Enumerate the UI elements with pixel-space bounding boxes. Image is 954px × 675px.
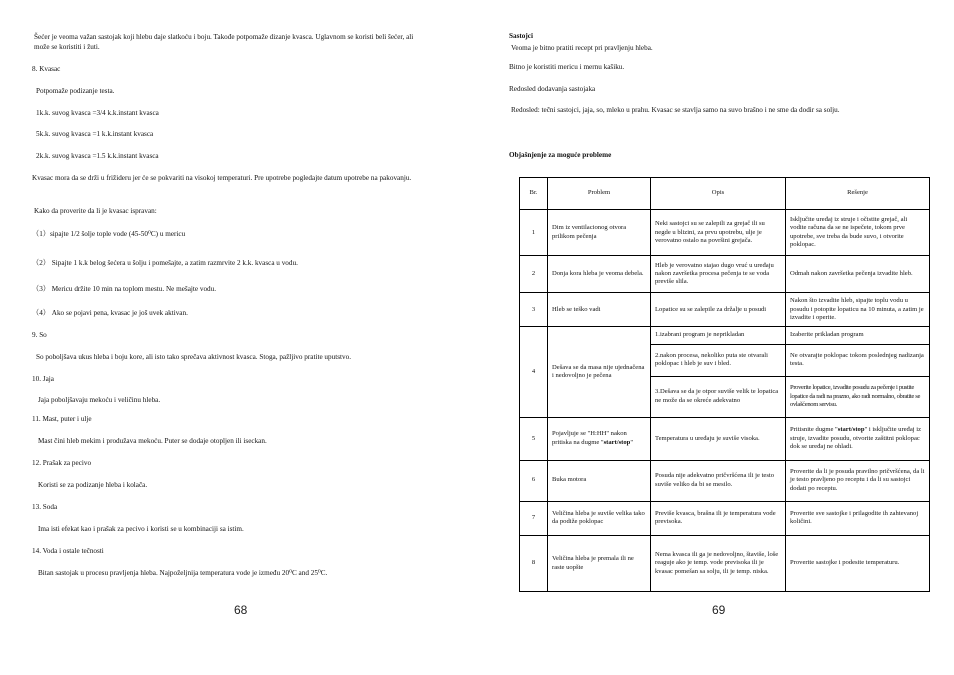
table-header-row [520,178,930,210]
resenje-cell: Ne otvarajte poklopac tokom poslednjeg nadizanja testa. [786,344,930,376]
section-10-text: Jaja poboljšavaju mekoću i veličinu hleba. [38,396,161,404]
sastojci-text-3: Redosled dodavanja sastojaka [509,85,596,93]
row-number: 3 [520,293,548,327]
opis-cell: 1.izabrani program je neprikladan [651,327,786,344]
resenje-text: " i isključite uređaj iz struje, izvadite posudu, otvorite zaštitni poklopac dok se uređaj ne ohladi. [790,426,922,450]
opis-cell: Temperatura u uređaju je suviše visoka. [651,417,786,460]
row-number: 5 [520,417,548,460]
yeast-check-step-3: （3） Mericu držite 10 min na toplom mestu. Ne mešajte vodu. [32,285,217,293]
opis-cell: Lopatice su se zalepile za držalje u posudi [651,293,786,327]
sastojci-text-2: Bitno je koristiti mericu i mernu kašiku. [509,63,625,71]
resenje-cell: Nakon što izvadite hleb, sipajte toplu vodu u posudu i potopite lopaticu na 10 minuta, a zatim je izvadite i operite. [786,293,930,327]
yeast-conversion-1: 1k.k. suvog kvasca =3/4 k.k.instant kvasca [36,109,159,117]
page-number: 69 [712,603,726,617]
resenje-cell: Proverite lopatice, izvadite posudu za pečenje i pustite lopatice da radi na prazno, ako radi normalno, obratite se ovlašćenom servisu. [786,376,930,417]
sastojci-title: Sastojci [509,32,533,40]
sastojci-text-1: Veoma je bitno pratiti recept pri pravljenju hleba. [511,44,653,52]
table-row [520,417,930,460]
problem-cell: Dešava se da masa nije ujednačena i nedovoljno je pečena [548,327,651,417]
resenje-cell: Isključite uređaj iz struje i očistite grejač, ali vodite računa da se ne ispečete, tokom prve upotrebe, sve treba da bude suvo, i otvorite poklopac. [786,210,930,256]
opis-cell: Nema kvasca ili ga je nedovoljno, štaviše, loše reaguje ako je temp. vode previsoka ili je kvasac pomešan sa solju, ili je temp. niska. [651,536,786,592]
section-12-title: 12. Prašak za pecivo [32,459,92,467]
problem-cell: Buka motora [548,460,651,501]
intro-paragraph: Šećer je veoma važan sastojak koji hlebu daje slatkoću i boju. Takođe potpomaže dizanje kvasca. Uglavnom se koristi beli šećer, ali može se koristiti i žuti. [34,33,414,51]
row-number: 6 [520,460,548,501]
section-14-text: Bitan sastojak u procesu pravljenja hleba. Najpoželjnija temperatura vode je između 20⁰C and 25⁰C. [38,569,328,577]
opis-cell: Posuda nije adekvatno pričvršćena ili je testo suviše veliko da bi se mesilo. [651,460,786,501]
section-9-title: 9. So [32,331,47,339]
yeast-conversion-3: 2k.k. suvog kvasca =1.5 k.k.instant kvasca [36,152,159,160]
resenje-cell: Proverite da li je posuda pravilno pričvršćena, da li je testo pravljeno po receptu i da li su sastojci dodati po receptu. [786,460,930,501]
yeast-conversion-2: 5k.k. suvog kvasca =1 k.k.instant kvasca [36,130,154,138]
section-11-title: 11. Mast, puter i ulje [32,415,92,423]
header-cell: Opis [651,178,786,210]
section-10-title: 10. Jaja [32,375,54,383]
resenje-text: Pritisnite dugme " [790,426,838,434]
table-row [520,536,930,592]
row-number: 8 [520,536,548,592]
sastojci-text-4: Redosled: tečni sastojci, jaja, so, mleko u prahu. Kvasac se stavlja samo na suvo brašno i ne sme da dodir sa solju. [511,106,840,114]
problem-cell: Veličina hleba je premala ili ne raste uopšte [548,536,651,592]
section-8-title: 8. Kvasac [32,65,61,73]
opis-cell: 3.Dešava se da je otpor suviše velik te lopatica ne može da se okreće adekvatno [651,376,786,417]
header-cell: Br. [520,178,548,210]
problem-cell: Dim iz ventilacionog otvora prilikom pečenja [548,210,651,256]
problem-cell [548,417,651,460]
table-row [520,293,930,327]
problem-cell: Veličina hleba je suviše velika tako da podiže poklopac [548,501,651,535]
start-stop-label: start/stop [837,426,865,434]
table-row [520,460,930,501]
section-9-text: So poboljšava ukus hleba i boju kore, ali isto tako sprečava aktivnost kvasca. Stoga, pažljivo pratite uputstvo. [36,353,351,361]
table-row [520,256,930,293]
row-number: 7 [520,501,548,535]
section-11-text: Mast čini hleb mekim i produžava mekoću. Puter se dodaje otopljen ili iseckan. [38,437,267,445]
problem-text: Pojavljuje se "H:HH" nakon pritiska na dugme " [552,430,627,446]
page-number: 68 [234,603,248,617]
yeast-storage-paragraph: Kvasac mora da se drži u frižideru jer će se pokvariti na visokoj temperaturi. Pre upotrebe pogledajte datum upotrebe na pakovanju. [32,174,412,182]
yeast-check-step-4: （4） Ako se pojavi pena, kvasac je još uvek aktivan. [32,309,188,317]
section-12-text: Koristi se za podizanje hleba i kolača. [38,481,148,489]
table-row [520,501,930,535]
section-13-text: Ima isti efekat kao i prašak za pecivo i koristi se u kombinaciji sa istim. [38,525,244,533]
row-number: 4 [520,327,548,417]
problem-text: " [630,438,634,446]
opis-cell: Previše kvasca, brašna ili je temperatura vode previsoka. [651,501,786,535]
opis-cell: 2.nakon procesa, nekoliko puta ste otvarali poklopac i hleb je suv i bled. [651,344,786,376]
section-13-title: 13. Soda [32,503,58,511]
resenje-cell [786,417,930,460]
yeast-check-step-2: （2） Sipajte 1 k.k belog šećera u šolju i pomešajte, a zatim razmrvite 2 k.k. kvasca u vodu. [32,259,298,267]
opis-cell: Neki sastojci su se zalepili za grejač ili su negde u blizini, za prvu upotrebu, ulje je verovatno ostalo na površini grejača. [651,210,786,256]
resenje-cell: Proverite sve sastojke i prilagodite ih zahtevanoj količini. [786,501,930,535]
start-stop-label: start/stop [603,438,631,446]
resenje-cell: Izaberite prikladan program [786,327,930,344]
problems-title: Objašnjenje za moguće probleme [509,151,612,159]
table-row [520,210,930,256]
problem-cell: Donja kora hleba je veoma debela. [548,256,651,293]
row-number: 1 [520,210,548,256]
section-8-text: Potpomaže podizanje testa. [36,87,115,95]
problems-table [519,177,930,592]
row-number: 2 [520,256,548,293]
opis-cell: Hleb je verovatno stajao dugo vruć u uređaju nakon završetka procesa pečenja te se voda previše slila. [651,256,786,293]
section-14-title: 14. Voda i ostale tečnosti [32,547,104,555]
resenje-cell: Proverite sastojke i podesite temperaturu. [786,536,930,592]
yeast-check-step-1: （1）sipajte 1/2 šolje tople vode (45-50⁰C) u mericu [32,230,186,238]
resenje-cell: Odmah nakon završetka pečenja izvadite hleb. [786,256,930,293]
problem-cell: Hleb se teško vadi [548,293,651,327]
header-cell: Problem [548,178,651,210]
table-row [520,327,930,344]
header-cell: Rešenje [786,178,930,210]
yeast-check-intro: Kako da proverite da li je kvasac ispravan: [34,207,157,215]
